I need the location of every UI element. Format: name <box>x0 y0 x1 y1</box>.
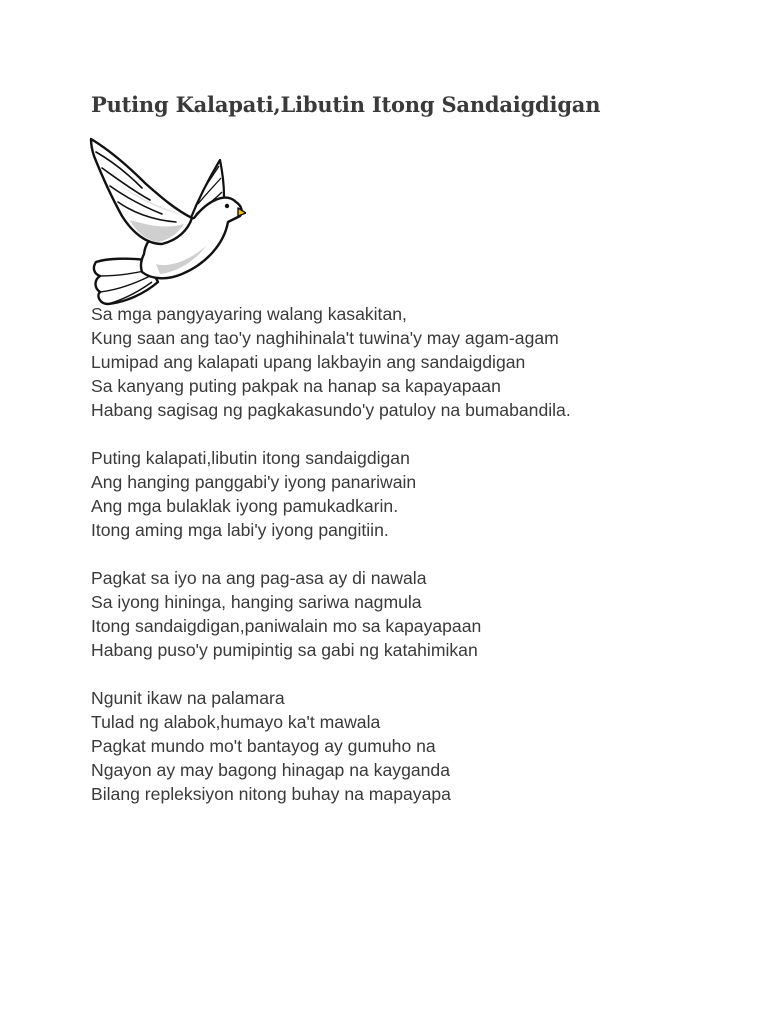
poem-line: Pagkat sa iyo na ang pag-asa ay di nawala <box>91 568 427 588</box>
poem-line: Tulad ng alabok,humayo ka't mawala <box>91 712 381 732</box>
white-dove-icon <box>86 134 246 306</box>
poem-line: Sa iyong hininga, hanging sariwa nagmula <box>91 592 422 612</box>
poem-line: Ang mga bulaklak iyong pamukadkarin. <box>91 496 399 516</box>
stanza <box>91 302 751 422</box>
poem-line: Ngunit ikaw na palamara <box>91 688 285 708</box>
poem-line: Sa mga pangyayaring walang kasakitan, <box>91 304 407 324</box>
poem-line: Habang sagisag ng pagkakasundo'y patuloy na bumabandila. <box>91 400 571 420</box>
stanza <box>91 446 751 542</box>
poem-line: Lumipad ang kalapati upang lakbayin ang sandaigdigan <box>91 352 526 372</box>
stanza <box>91 686 751 806</box>
poem-line: Pagkat mundo mo't bantayog ay gumuho na <box>91 736 436 756</box>
stanza <box>91 566 751 662</box>
poem-title: Puting Kalapati,Libutin Itong Sandaigdigan <box>91 92 601 117</box>
dove-eye <box>225 204 229 208</box>
poem-body <box>91 302 751 830</box>
poem-line: Kung saan ang tao'y naghihinala't tuwina'y may agam-agam <box>91 328 559 348</box>
poem-line: Puting kalapati,libutin itong sandaigdigan <box>91 448 410 468</box>
poem-line: Itong sandaigdigan,paniwalain mo sa kapayapaan <box>91 616 482 636</box>
poem-line: Habang puso'y pumipintig sa gabi ng katahimikan <box>91 640 478 660</box>
poem-line: Itong aming mga labi'y iyong pangitiin. <box>91 520 389 540</box>
poem-line: Sa kanyang puting pakpak na hanap sa kapayapaan <box>91 376 501 396</box>
poem-line: Ngayon ay may bagong hinagap na kayganda <box>91 760 450 780</box>
poem-line: Bilang repleksiyon nitong buhay na mapayapa <box>91 784 451 804</box>
poem-line: Ang hanging panggabi'y iyong panariwain <box>91 472 417 492</box>
